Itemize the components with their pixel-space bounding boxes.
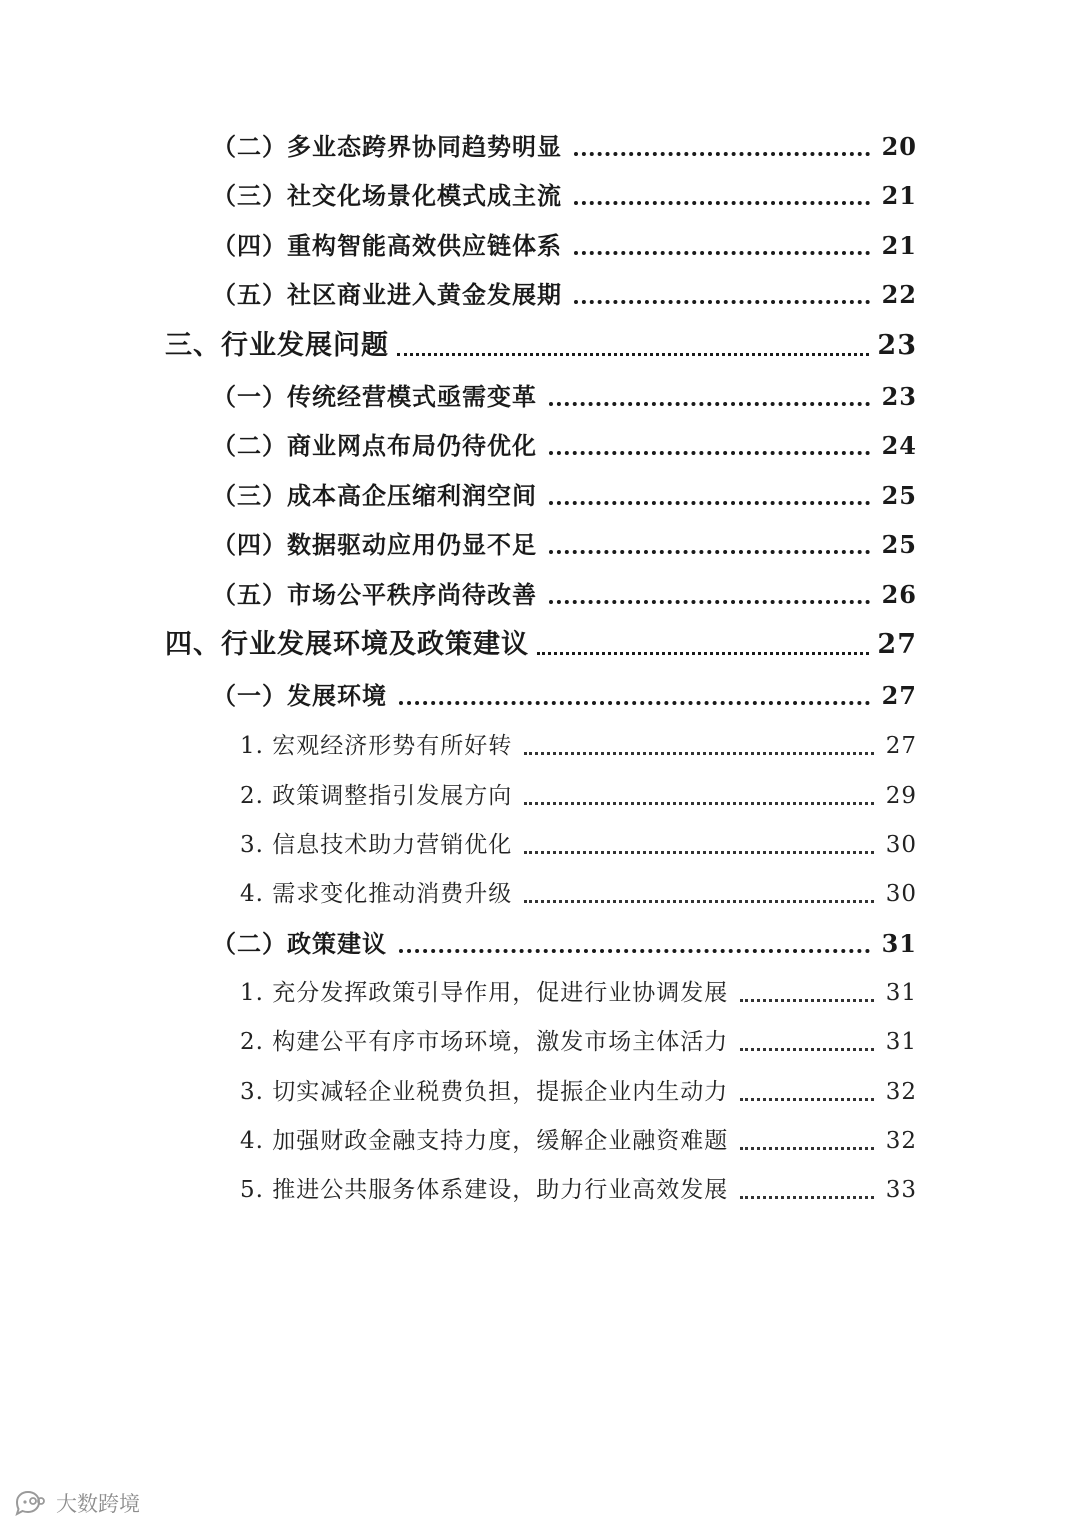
toc-subentry[interactable] (240, 874, 917, 914)
toc-entry-title: 5. 推进公共服务体系建设，助力行业高效发展 (240, 1177, 729, 1203)
toc-entry[interactable] (212, 924, 917, 964)
toc-dot-leader (524, 851, 873, 854)
toc-chapter-entry[interactable] (165, 625, 917, 665)
toc-entry-title: 1. 充分发挥政策引导作用，促进行业协调发展 (240, 980, 729, 1006)
toc-dot-leader (524, 802, 873, 805)
toc-page-number: 21 (881, 231, 917, 260)
toc-entry-title: 四、行业发展环境及政策建议 (165, 629, 529, 660)
toc-dot-leader (549, 501, 870, 505)
toc-dot-leader (397, 353, 869, 356)
watermark (12, 1486, 140, 1520)
toc-dot-leader (574, 251, 870, 255)
toc-page-number: 33 (885, 1177, 917, 1203)
toc-subentry[interactable] (240, 825, 917, 865)
toc-page-number: 21 (881, 181, 917, 210)
toc-dot-leader (549, 600, 870, 604)
toc-entry[interactable] (212, 226, 917, 266)
toc-entry[interactable] (212, 525, 917, 565)
toc-entry-title: （三）社交化场景化模式成主流 (212, 181, 562, 210)
toc-page-number: 31 (881, 929, 917, 958)
toc-dot-leader (524, 752, 873, 755)
toc-entry[interactable] (212, 127, 917, 167)
toc-subentry[interactable] (240, 973, 917, 1013)
toc-entry-title: （五）市场公平秩序尚待改善 (212, 580, 537, 609)
toc-entry-title: （二）商业网点布局仍待优化 (212, 431, 537, 460)
toc-dot-leader (399, 949, 870, 953)
toc-subentry[interactable] (240, 726, 917, 766)
toc-subentry[interactable] (240, 776, 917, 816)
toc-entry-title: （三）成本高企压缩利润空间 (212, 481, 537, 510)
toc-entry-title: （四）重构智能高效供应链体系 (212, 231, 562, 260)
toc-entry-title: （一）传统经营模式亟需变革 (212, 382, 537, 411)
toc-dot-leader (549, 550, 870, 554)
toc-page-number: 20 (881, 132, 917, 161)
toc-dot-leader (574, 201, 870, 205)
watermark-text: 大数跨境 (56, 1492, 140, 1516)
toc-page-number: 25 (881, 530, 917, 559)
toc-dot-leader (549, 402, 870, 406)
toc-entry-title: 3. 信息技术助力营销优化 (240, 832, 513, 858)
toc-page-number: 27 (881, 681, 917, 710)
toc-page-number: 26 (881, 580, 917, 609)
toc-entry-title: （五）社区商业进入黄金发展期 (212, 280, 562, 309)
toc-entry-title: 三、行业发展问题 (165, 330, 389, 361)
toc-subentry[interactable] (240, 1121, 917, 1161)
toc-entry[interactable] (212, 426, 917, 466)
toc-entry-title: 4. 需求变化推动消费升级 (240, 881, 513, 907)
toc-dot-leader (574, 300, 870, 304)
toc-page-number: 31 (885, 980, 917, 1006)
toc-dot-leader (740, 1048, 873, 1051)
chat-bubble-icon (12, 1489, 52, 1517)
toc-dot-leader (740, 999, 873, 1002)
toc-dot-leader (740, 1147, 873, 1150)
toc-page-number: 27 (877, 629, 917, 660)
toc-page-number: 32 (885, 1128, 917, 1154)
toc-entry[interactable] (212, 476, 917, 516)
toc-chapter-entry[interactable] (165, 326, 917, 366)
toc-entry-title: 2. 政策调整指引发展方向 (240, 783, 513, 809)
toc-subentry[interactable] (240, 1170, 917, 1210)
toc-entry-title: 1. 宏观经济形势有所好转 (240, 733, 513, 759)
toc-page-number: 27 (885, 733, 917, 759)
toc-page-number: 30 (885, 832, 917, 858)
toc-entry[interactable] (212, 377, 917, 417)
toc-entry[interactable] (212, 676, 917, 716)
toc-dot-leader (549, 451, 870, 455)
toc-entry[interactable] (212, 176, 917, 216)
toc-page-number: 31 (885, 1029, 917, 1055)
toc-page-number: 32 (885, 1079, 917, 1105)
toc-page-number: 22 (881, 280, 917, 309)
toc-page-number: 24 (881, 431, 917, 460)
toc-page-number: 29 (885, 783, 917, 809)
toc-entry-title: （一）发展环境 (212, 681, 387, 710)
toc-entry-title: （二）政策建议 (212, 929, 387, 958)
toc-dot-leader (524, 900, 873, 903)
toc-dot-leader (574, 152, 870, 156)
toc-dot-leader (740, 1196, 873, 1199)
toc-entry-title: 3. 切实减轻企业税费负担，提振企业内生动力 (240, 1079, 729, 1105)
toc-subentry[interactable] (240, 1072, 917, 1112)
toc-dot-leader (537, 652, 869, 655)
toc-entry[interactable] (212, 575, 917, 615)
toc-page-number: 23 (881, 382, 917, 411)
toc-dot-leader (399, 701, 870, 705)
toc-page-number: 30 (885, 881, 917, 907)
toc-entry[interactable] (212, 275, 917, 315)
toc-entry-title: （二）多业态跨界协同趋势明显 (212, 132, 562, 161)
toc-entry-title: 2. 构建公平有序市场环境，激发市场主体活力 (240, 1029, 729, 1055)
toc-page-number: 23 (877, 330, 917, 361)
toc-dot-leader (740, 1098, 873, 1101)
toc-subentry[interactable] (240, 1022, 917, 1062)
toc-entry-title: 4. 加强财政金融支持力度，缓解企业融资难题 (240, 1128, 729, 1154)
toc-entry-title: （四）数据驱动应用仍显不足 (212, 530, 537, 559)
toc-page-number: 25 (881, 481, 917, 510)
